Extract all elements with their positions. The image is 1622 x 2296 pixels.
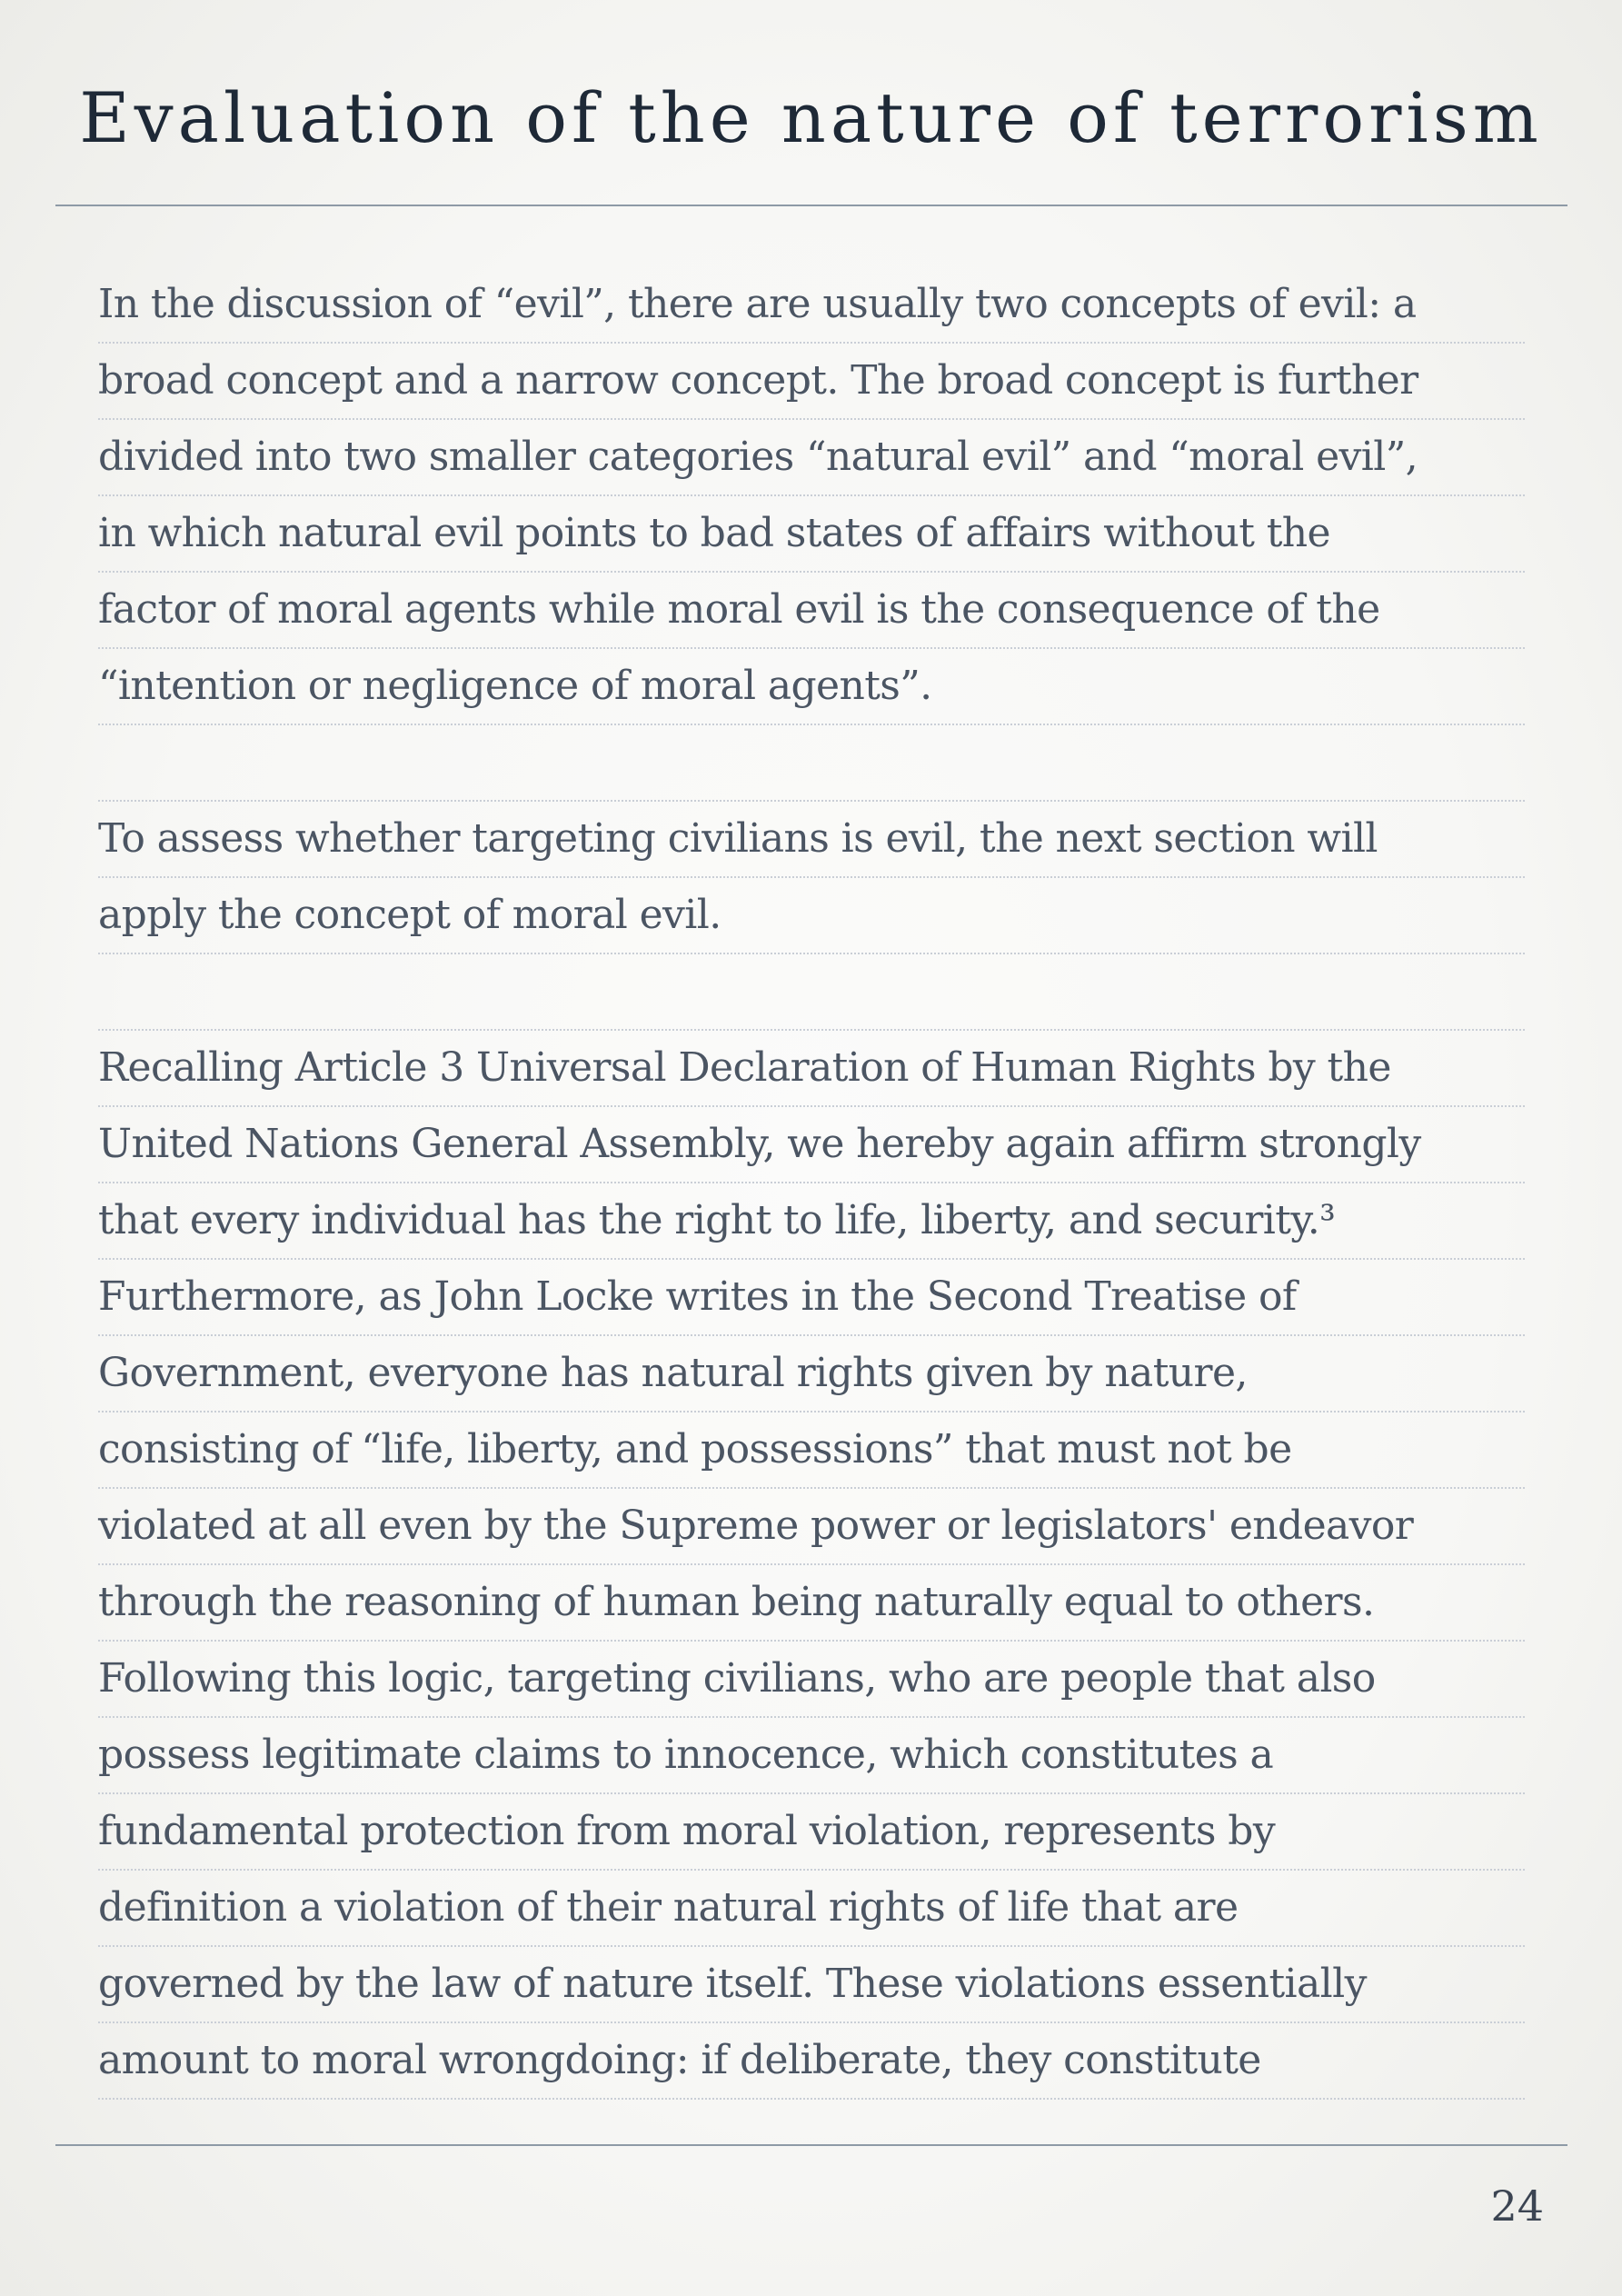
text-line: in which natural evil points to bad states of affairs without the [98,496,1525,573]
body-text [98,267,1525,2100]
text-line: consisting of “life, liberty, and possessions” that must not be [98,1413,1525,1489]
text-line: fundamental protection from moral violation, represents by [98,1794,1525,1871]
blank-line [98,954,1525,1031]
text-line: Furthermore, as John Locke writes in the Second Treatise of [98,1260,1525,1336]
text-line: apply the concept of moral evil. [98,878,1525,954]
text-line: definition a violation of their natural rights of life that are [98,1871,1525,1947]
text-line: Following this logic, targeting civilians, who are people that also [98,1642,1525,1718]
page-number: 24 [1490,2181,1544,2231]
text-line: governed by the law of nature itself. These violations essentially [98,1947,1525,2023]
text-line: Recalling Article 3 Universal Declaration of Human Rights by the [98,1031,1525,1107]
top-divider [55,205,1567,206]
bottom-divider [55,2144,1567,2146]
blank-line [98,725,1525,802]
text-line: In the discussion of “evil”, there are usually two concepts of evil: a [98,267,1525,344]
text-line: factor of moral agents while moral evil is the consequence of the [98,573,1525,649]
text-line: amount to moral wrongdoing: if deliberate, they constitute [98,2023,1525,2100]
text-line: Government, everyone has natural rights given by nature, [98,1336,1525,1413]
text-line: divided into two smaller categories “natural evil” and “moral evil”, [98,420,1525,496]
text-line: violated at all even by the Supreme power or legislators' endeavor [98,1489,1525,1565]
text-line: broad concept and a narrow concept. The broad concept is further [98,344,1525,420]
text-line: that every individual has the right to life, liberty, and security.³ [98,1183,1525,1260]
text-line: To assess whether targeting civilians is evil, the next section will [98,802,1525,878]
text-line: “intention or negligence of moral agents”. [98,649,1525,725]
text-line: United Nations General Assembly, we hereby again affirm strongly [98,1107,1525,1183]
text-line: possess legitimate claims to innocence, which constitutes a [98,1718,1525,1794]
text-line: through the reasoning of human being naturally equal to others. [98,1565,1525,1642]
page-title: Evaluation of the nature of terrorism [79,77,1543,158]
